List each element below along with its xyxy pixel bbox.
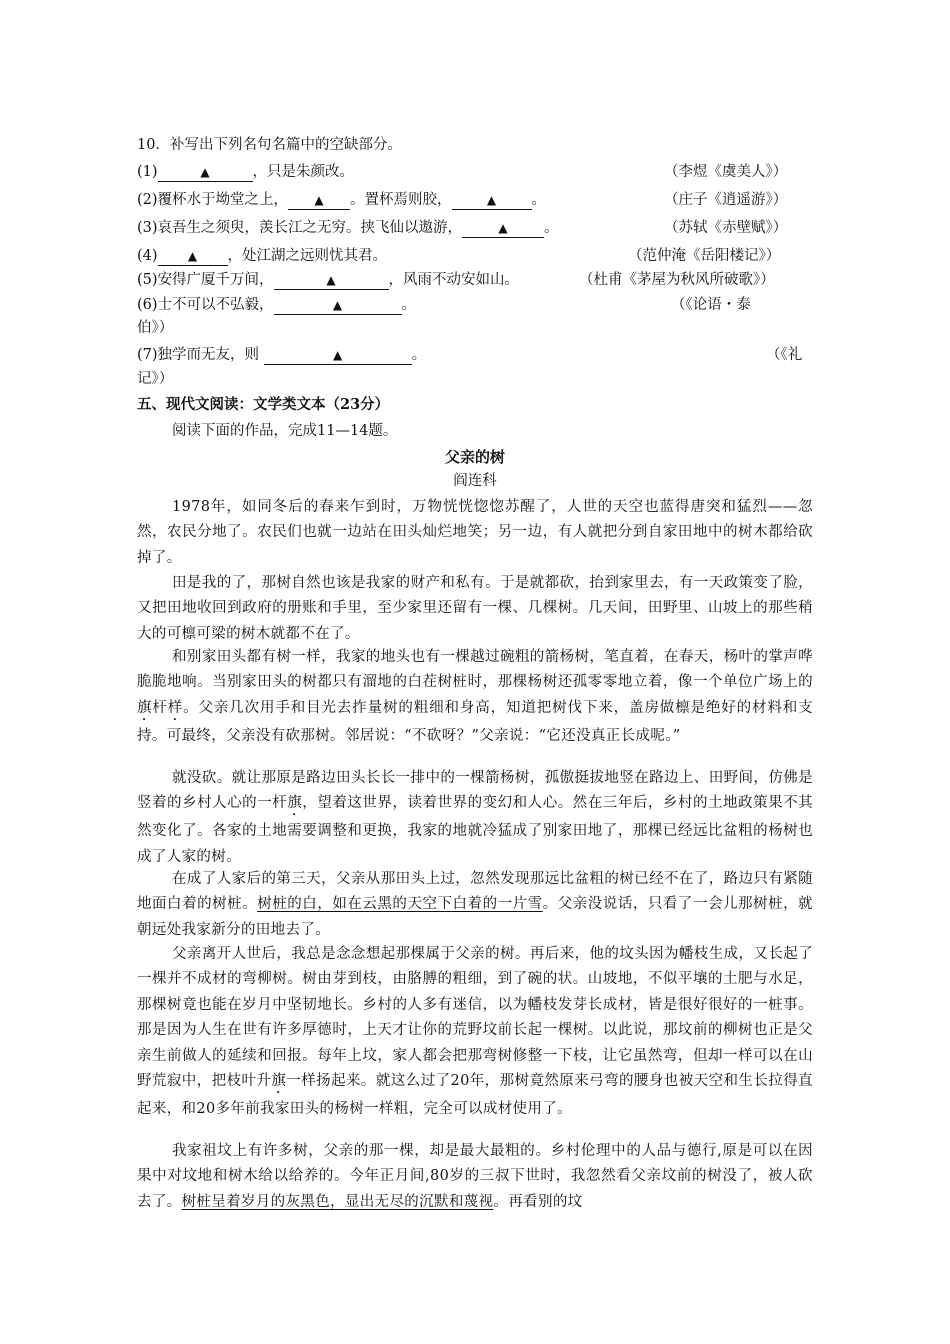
triangle-icon: ▲ (332, 298, 343, 312)
q10-item-2: (2)覆杯水于坳堂之上， ▲ 。置杯焉则胶， ▲ 。 (137, 192, 547, 208)
q10-source-7a: （《礼 (766, 347, 803, 363)
triangle-icon: ▲ (200, 165, 210, 179)
triangle-icon: ▲ (187, 249, 198, 263)
answer-blank[interactable] (274, 271, 389, 290)
section-heading: 五、现代文阅读：文学类文本（23分） (137, 396, 390, 413)
paragraph-7: 我家祖坟上有许多树，父亲的那一棵，却是最大最粗的。乡村伦理中的人品与德行,原是可以在因果中对坟地和树木给以给养的。今年正月间,80岁的三叔下世时，我忽然看父亲坟前的树没了，被人砍去了。树桩呈着岁月的灰黑色，显出无尽的沉默和蔑视。再看别的坟 (137, 1143, 813, 1210)
triangle-icon: ▲ (314, 193, 324, 207)
q10-item-4: (4) ▲ ，处江湖之远则忧其君。 (137, 248, 388, 264)
article-author: 阎连科 (453, 473, 497, 489)
q10-heading: 10．补写出下列名句名篇中的空缺部分。 (137, 137, 402, 153)
q10-source-5: （杜甫《茅屋为秋风所破歌》） (579, 272, 775, 288)
answer-blank[interactable] (452, 191, 532, 210)
q10-item-5: (5)安得广厦千万间， ▲ ，风雨不动安如山。 (137, 272, 520, 288)
paragraph-6: 父亲离开人世后，我总是念念想起那棵属于父亲的树。再后来，他的坟头因为幡枝生成，又长起了一棵并不成材的弯柳树。树由芽到枝，由胳膊的粗细，到了碗的状。山坡地，不似平壤的土肥与水足，那棵树竟也能在岁月中坚韧地长。乡村的人多有迷信，以为幡枝发芽长成材，皆是很好很好的一桩事。那是因为人生在世有许多厚德时，上天才让你的荒野坟前长起一棵树。以此说，那坟前的柳树也正是父亲生前做人的延续和回报。每年上坟，家人都会把那弯树修整一下枝，让它虽然弯，但却一样可以在山野荒寂中，把枝叶升旗一样扬起来。就这么过了20年，那树竟然原来弓弯的腰身也被天空和生长拉得直起来，和20多年前我家田头的杨树一样粗，完全可以成材使用了。 (137, 946, 813, 1118)
q10-source-3: （苏轼《赤壁赋》） (664, 220, 788, 236)
answer-blank[interactable] (288, 191, 350, 210)
paragraph-1: 1978年，如同冬后的春来乍到时，万物恍恍惚惚苏醒了，人世的天空也蓝得唐突和猛烈——忽然，农民分地了。农民们也就一边站在田头灿烂地笑；另一边，有人就把分到自家田地中的树木都给砍掉了。 (137, 499, 813, 566)
paragraph-3: 和别家田头都有树一样，我家的地头也有一棵越过碗粗的箭杨树，笔直着，在春天，杨叶的掌声哗脆脆地响。当别家田头的树都只有溜地的白茬树桩时，那棵杨树还孤零零地立着，像一个单位广场上的旗杆样。父亲几次用手和目光去拃量树的粗细和身高，知道把树伐下来，盖房做檩是绝好的材料和支持。可最终，父亲没有砍那树。邻居说：“不砍呀？”父亲说：“它还没真正长成呢。” (137, 649, 813, 744)
section-instruction: 阅读下面的作品，完成11—14题。 (172, 423, 398, 439)
q10-source-1: （李煜《虞美人》） (664, 164, 788, 180)
triangle-icon: ▲ (486, 193, 497, 207)
q10-item-3: (3)哀吾生之须臾，羡长江之无穷。挟飞仙以遨游， ▲ 。 (137, 220, 559, 236)
triangle-icon: ▲ (498, 221, 508, 235)
article-title: 父亲的树 (444, 448, 505, 466)
underlined-sentence: 树桩的白，如在云黑的天空下白着的一片雪 (257, 896, 543, 913)
paragraph-5: 在成了人家后的第三天，父亲从那田头上过，忽然发现那远比盆粗的树已经不在了，路边只有紧随地面白着的树桩。树桩的白，如在云黑的天空下白着的一片雪。父亲没说话，只看了一会儿那树桩，就朝远处我家新分的田地去了。 (137, 871, 813, 938)
paragraph-4: 就没砍。就让那原是路边田头长长一排中的一棵箭杨树，孤傲挺拔地竖在路边上、田野间，仿佛是竖着的乡村人心的一杆旗，望着这世界，读着世界的变幻和人心。然在三年后，乡村的土地政策果不其然变化了。各家的土地需要调整和更换，我家的地就冷猛成了别家田地了，那棵已经远比盆粗的杨树也成了人家的树。 (137, 770, 813, 865)
answer-blank[interactable] (158, 163, 253, 182)
q10-source-6a: （《论语・泰 (671, 297, 751, 313)
q10-source-4: （范仲淹《岳阳楼记》） (628, 248, 781, 264)
paragraph-2: 田是我的了，那树自然也该是我家的财产和私有。于是就都砍，抬到家里去，有一天政策变了脸，又把田地收回到政府的册账和手里，至少家里还留有一棵、几棵树。几天间，田野里、山坡上的那些稍大的可檩可梁的树木就都不在了。 (137, 575, 813, 642)
answer-blank[interactable] (462, 219, 544, 238)
q10-source-6b: 伯》） (137, 320, 174, 336)
underlined-sentence: 树桩呈着岁月的灰黑色，显出无尽的沉默和蔑视 (181, 1193, 494, 1210)
q10-item-7: (7)独学而无友，则 ▲ 。 (137, 347, 427, 363)
triangle-icon: ▲ (326, 273, 336, 287)
answer-blank[interactable] (158, 247, 228, 266)
answer-blank[interactable] (264, 346, 412, 365)
q10-item-6: (6)士不可以不弘毅， ▲ 。 (137, 297, 417, 313)
q10-item-1: (1) ▲ ，只是朱颜改。 (137, 164, 355, 180)
q10-source-7b: 记》） (137, 371, 174, 387)
answer-blank[interactable] (274, 296, 402, 315)
triangle-icon: ▲ (333, 348, 343, 362)
q10-source-2: （庄子《逍遥游》） (664, 192, 788, 208)
